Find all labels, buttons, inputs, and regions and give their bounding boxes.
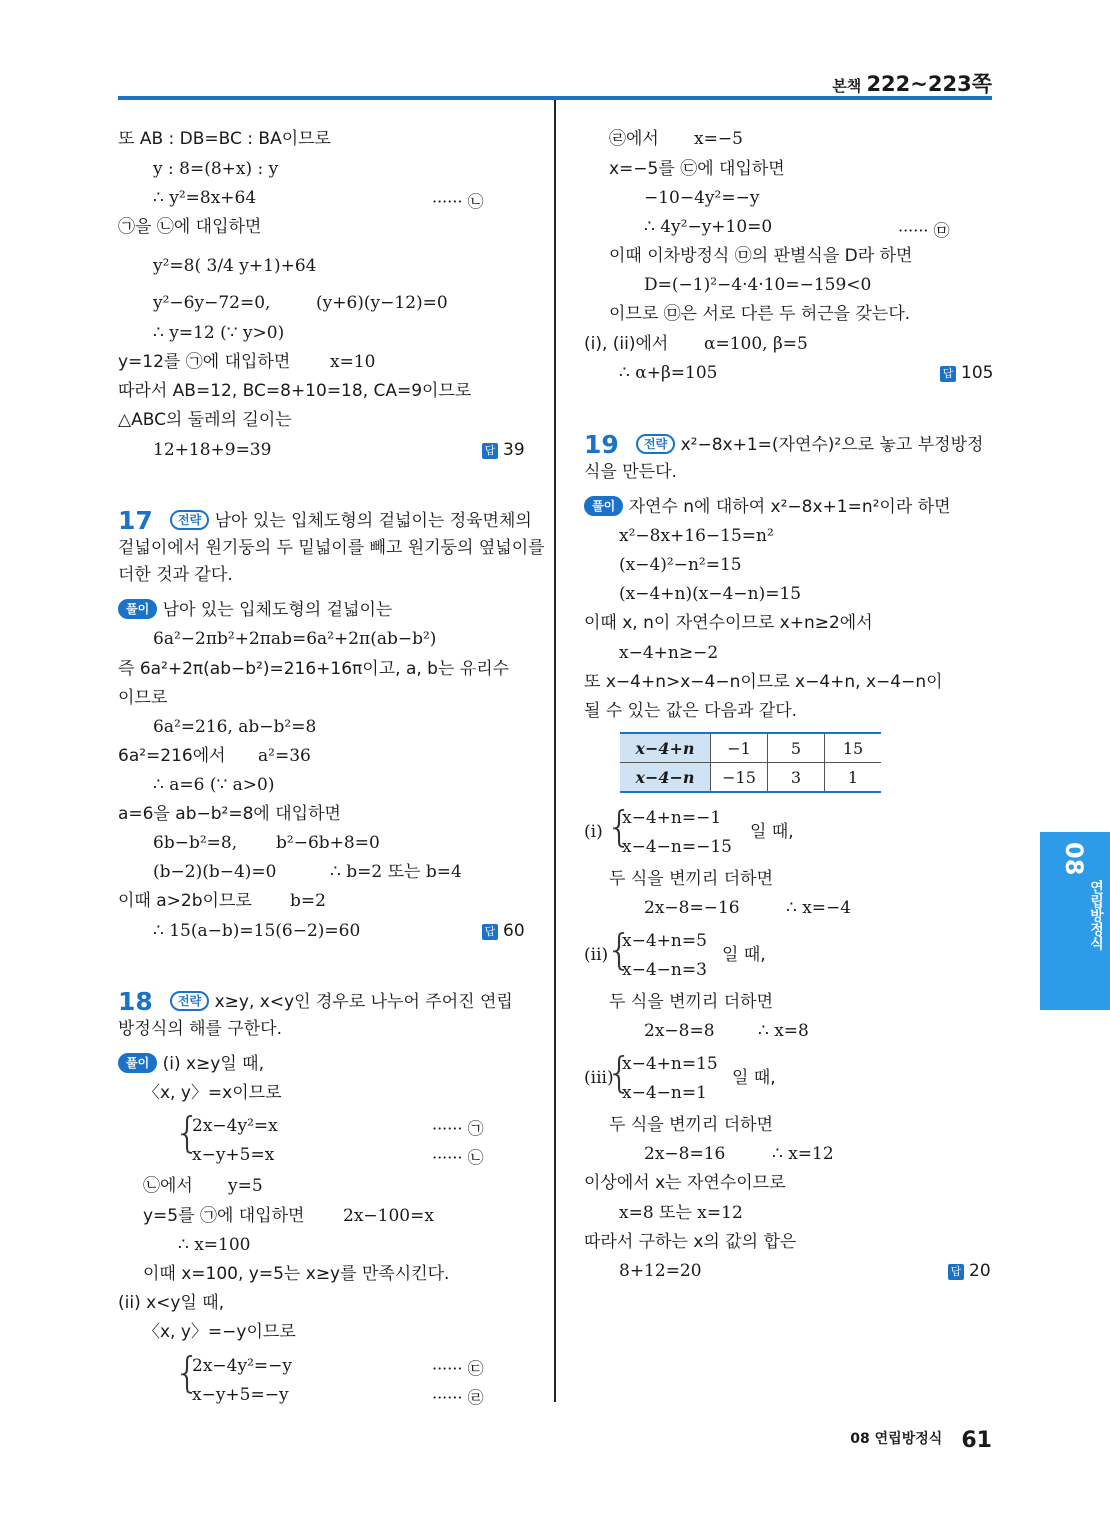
equation-marker: ······ ㉤ [898, 221, 950, 240]
math-line: (x−4+n)(x−4−n)=15 [619, 584, 802, 604]
text-line: 두 식을 변끼리 더하면 [609, 1115, 774, 1135]
text-line: 이때 a>2b이므로 [118, 891, 252, 911]
table-cell: −15 [711, 763, 768, 793]
math-line: ∴ y=12 (∵ y>0) [153, 323, 285, 343]
solution-badge: 풀이 [584, 496, 623, 516]
strategy-badge: 전략 [170, 510, 209, 530]
text-line: 이므로 ㉤은 서로 다른 두 허근을 갖는다. [609, 304, 911, 324]
solution-text: 남아 있는 입체도형의 겉넓이는 [162, 600, 393, 620]
table-cell: 3 [768, 763, 825, 793]
text-line: (ii) x<y일 때, [118, 1293, 225, 1313]
question-number: 17 [118, 506, 153, 535]
text-line: 일 때, [722, 945, 766, 965]
math-line: −10−4y²=−y [644, 188, 760, 208]
footer-chapter: 08 연립방정식 [850, 1431, 943, 1447]
text-line: a=6을 ab−b²=8에 대입하면 [118, 804, 341, 824]
reference-prefix: 본책 [832, 77, 862, 95]
text-line: 두 식을 변끼리 더하면 [609, 992, 774, 1012]
text-line: 〈x, y〉=x이므로 [143, 1083, 282, 1103]
math-line: (x−4)²−n²=15 [619, 555, 742, 575]
math-line: x−4−n=−15 [622, 837, 732, 857]
math-line: x−4+n=5 [622, 931, 707, 951]
text-line: 이때 이차방정식 ㉤의 판별식을 D라 하면 [609, 246, 913, 266]
text-line: 또 x−4+n>x−4−n이므로 x−4+n, x−4−n이 [584, 672, 943, 692]
solution-text: (i) x≥y일 때, [162, 1054, 265, 1074]
math-line: 2x−8=8 [644, 1021, 715, 1041]
answer-19 [948, 1261, 991, 1281]
math-line: ∴ x=12 [772, 1144, 834, 1164]
math-line: x−4−n=1 [622, 1083, 707, 1103]
case-label: (ii) [584, 945, 609, 965]
system-brace: { [606, 925, 633, 974]
math-line: 6b−b²=8, [153, 833, 238, 853]
table-cell: 5 [768, 733, 825, 763]
math-line: 6a²−2πb²+2πab=6a²+2π(ab−b²) [153, 629, 437, 649]
text-line: ㉠을 ㉡에 대입하면 [118, 217, 262, 237]
answer-icon: 답 [482, 924, 498, 940]
answer-icon: 답 [482, 443, 498, 459]
math-line: y=5 [228, 1176, 263, 1196]
math-line: x−y+5=x [192, 1145, 275, 1165]
page-footer [850, 1428, 992, 1453]
strategy-line [170, 509, 532, 533]
math-line: x−4+n=−1 [622, 808, 722, 828]
page-reference [832, 68, 992, 98]
text-line: 따라서 AB=12, BC=8+10=18, CA=9이므로 [118, 381, 472, 401]
math-line: 2x−100=x [343, 1206, 434, 1226]
reference-pages: 222~223쪽 [866, 72, 992, 96]
math-line: x−4−n=3 [622, 960, 707, 980]
math-line: x=8 또는 x=12 [619, 1203, 743, 1223]
case-label: (iii) [584, 1068, 614, 1088]
strategy-text: 남아 있는 입체도형의 겉넓이는 정육면체의 [214, 511, 532, 531]
solution-badge: 풀이 [118, 1053, 157, 1073]
math-line: a²=36 [258, 746, 311, 766]
math-line: b²−6b+8=0 [276, 833, 380, 853]
answer-17 [482, 921, 525, 941]
text-line: 이상에서 x는 자연수이므로 [584, 1173, 786, 1193]
math-line: ∴ y²=8x+64 [153, 188, 257, 208]
answer-value: 60 [503, 921, 525, 941]
math-line: ∴ x=8 [758, 1021, 809, 1041]
math-line: x−4+n≥−2 [619, 643, 719, 663]
math-line: ∴ 4y²−y+10=0 [644, 217, 773, 237]
math-line: D=(−1)²−4·4·10=−159<0 [644, 275, 872, 295]
text-line: ㉡에서 [143, 1176, 193, 1196]
table-cell: 15 [825, 733, 882, 763]
math-line: 2x−4y²=x [192, 1116, 278, 1136]
table-cell: 1 [825, 763, 882, 793]
solution-line [584, 495, 951, 519]
text-line: 6a²=216에서 [118, 746, 226, 766]
math-line: y²=8( 3/4 y+1)+64 [153, 256, 317, 276]
table-header-cell: x−4−n [620, 763, 711, 793]
strategy-line: 더한 것과 같다. [118, 565, 233, 585]
side-tab-number: 08 [1060, 842, 1088, 876]
text-line: 이때 x=100, y=5는 x≥y를 만족시킨다. [143, 1264, 450, 1284]
strategy-line: 방정식의 해를 구한다. [118, 1019, 283, 1039]
answer-value: 20 [969, 1261, 991, 1281]
text-line: △ABC의 둘레의 길이는 [118, 410, 292, 430]
math-line: x=10 [330, 352, 376, 372]
table-header-cell: x−4+n [620, 733, 711, 763]
equation-marker: ······ ㉡ [432, 192, 484, 211]
text-line: (i), (ii)에서 [584, 334, 669, 354]
equation-marker: ······ ㉢ [432, 1359, 484, 1378]
math-line: 2x−8=−16 [644, 898, 740, 918]
math-line: x−4+n=15 [622, 1054, 718, 1074]
system-brace: { [606, 802, 633, 851]
text-line: ㉣에서 [609, 129, 659, 149]
math-line: ∴ 15(a−b)=15(6−2)=60 [153, 921, 361, 941]
case-label: (i) [584, 822, 603, 842]
math-line: ∴ b=2 또는 b=4 [330, 862, 462, 882]
math-line: 8+12=20 [619, 1261, 702, 1281]
solution-badge: 풀이 [118, 599, 157, 619]
math-line: ∴ x=−4 [786, 898, 852, 918]
system-brace: { [174, 1108, 201, 1157]
text-line: 일 때, [750, 822, 794, 842]
question-number: 19 [584, 430, 619, 459]
math-line: ∴ a=6 (∵ a>0) [153, 775, 275, 795]
math-line: x−y+5=−y [192, 1385, 289, 1405]
text-line: y=12를 ㉠에 대입하면 [118, 352, 291, 372]
strategy-line [636, 433, 983, 457]
answer-18 [940, 363, 993, 383]
text-line: 두 식을 변끼리 더하면 [609, 869, 774, 889]
math-line: y : 8=(8+x) : y [153, 159, 279, 179]
text-line: y=5를 ㉠에 대입하면 [143, 1206, 305, 1226]
math-line: y²−6y−72=0, [153, 293, 271, 313]
answer-icon: 답 [940, 366, 956, 382]
answer-value: 39 [503, 440, 525, 460]
system-brace: { [606, 1048, 633, 1097]
math-line: (y+6)(y−12)=0 [316, 293, 448, 313]
column-divider [554, 100, 556, 1402]
table-row [620, 763, 881, 793]
text-line: 또 AB : DB=BC : BA이므로 [118, 129, 331, 149]
math-line: ∴ x=100 [178, 1235, 251, 1255]
text-line: 〈x, y〉=−y이므로 [143, 1322, 296, 1342]
text-line: 될 수 있는 값은 다음과 같다. [584, 701, 798, 721]
text-line: 따라서 구하는 x의 값의 합은 [584, 1232, 797, 1252]
text-line: 이때 x, n이 자연수이므로 x+n≥2에서 [584, 613, 873, 633]
answer-value: 105 [961, 363, 994, 383]
answer-16 [482, 440, 525, 460]
question-number: 18 [118, 987, 153, 1016]
math-line: 6a²=216, ab−b²=8 [153, 717, 317, 737]
solution-line [118, 598, 392, 622]
answer-icon: 답 [948, 1264, 964, 1280]
solution-line [118, 1052, 264, 1076]
system-brace: { [174, 1348, 201, 1397]
math-line: ∴ α+β=105 [619, 363, 718, 383]
math-line: 2x−4y²=−y [192, 1356, 292, 1376]
text-line: 일 때, [732, 1068, 776, 1088]
text-line: x=−5를 ㉢에 대입하면 [609, 159, 785, 179]
page-number: 61 [961, 1428, 992, 1453]
math-line: x=−5 [694, 129, 743, 149]
strategy-text: x²−8x+1=(자연수)²으로 놓고 부정방정 [680, 435, 984, 455]
math-line: x²−8x+16−15=n² [619, 526, 774, 546]
text-line: 이므로 [118, 688, 168, 708]
strategy-badge: 전략 [636, 434, 675, 454]
strategy-line: 식을 만든다. [584, 462, 677, 482]
chapter-side-tab [1040, 832, 1110, 1010]
side-tab-label: 연립방정식 [1088, 880, 1104, 950]
value-table [620, 732, 881, 793]
math-line: 2x−8=16 [644, 1144, 726, 1164]
strategy-text: x≥y, x<y인 경우로 나누어 주어진 연립 [214, 992, 513, 1012]
table-row [620, 733, 881, 763]
equation-marker: ······ ㉡ [432, 1148, 484, 1167]
math-line: α=100, β=5 [704, 334, 808, 354]
equation-marker: ······ ㉠ [432, 1119, 484, 1138]
math-line: b=2 [290, 891, 326, 911]
text-line: 즉 6a²+2π(ab−b²)=216+16π이고, a, b는 유리수 [118, 659, 510, 679]
strategy-line: 겉넓이에서 원기둥의 두 밑넓이를 빼고 원기둥의 옆넓이를 [118, 538, 545, 558]
solution-text: 자연수 n에 대하여 x²−8x+1=n²이라 하면 [628, 497, 951, 517]
strategy-line [170, 990, 513, 1014]
math-line: (b−2)(b−4)=0 [153, 862, 277, 882]
math-line: 12+18+9=39 [153, 440, 272, 460]
table-cell: −1 [711, 733, 768, 763]
strategy-badge: 전략 [170, 991, 209, 1011]
equation-marker: ······ ㉣ [432, 1388, 484, 1407]
